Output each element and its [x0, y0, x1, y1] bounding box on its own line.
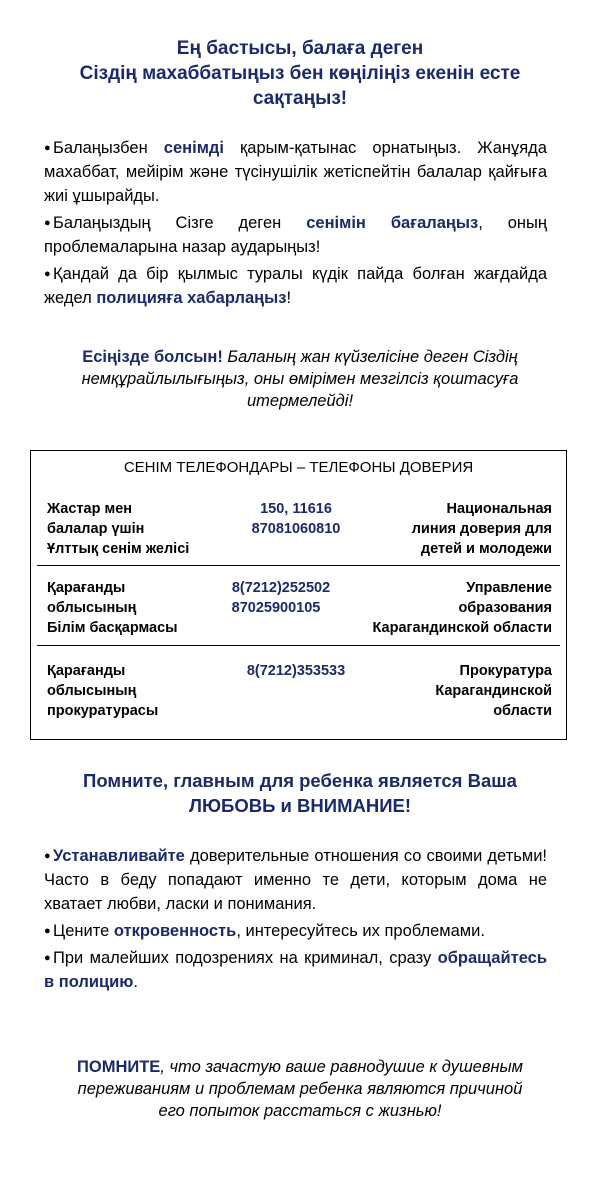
kazakh-heading-line: сақтаңыз! — [252, 88, 348, 109]
entry-ru-line: Карагандинской области — [372, 620, 552, 636]
kazakh-bullet-list — [44, 136, 547, 313]
bullet-icon: ● — [44, 268, 51, 280]
note-text: Баланың жан күйзелісіне деген Сіздің немқұрайлылығыңыз, оны өмірімен мезгілсіз қоштасуға итермелейді! — [81, 348, 519, 410]
bullet-icon: ● — [44, 142, 51, 154]
phone-number[interactable]: 87025900105 — [231, 600, 321, 616]
list-item — [44, 136, 547, 208]
bullet-highlight: откровенность — [113, 922, 237, 940]
entry-kk-line: Қарағанды — [47, 663, 126, 679]
entry-kk-line: прокуратурасы — [47, 703, 159, 719]
bullet-highlight: сенімді — [163, 139, 224, 157]
entry-ru-line: области — [493, 703, 552, 719]
entry-ru-line: Управление — [466, 580, 552, 596]
entry-kk-line: Ұлттық сенім желісі — [47, 541, 190, 557]
bullet-icon: ● — [44, 925, 51, 937]
entry-ru-line: детей и молодежи — [420, 541, 552, 557]
entry-ru-line: Национальная — [446, 501, 552, 517]
phone-number[interactable]: 8(7212)252502 — [231, 580, 331, 596]
bullet-text: Қандай да бір қылмыс туралы күдік пайда болған жағдайда жедел — [44, 265, 547, 307]
bullet-icon: ● — [44, 850, 51, 862]
entry-ru-line: линия доверия для — [411, 521, 552, 537]
hotline-title: СЕНІМ ТЕЛЕФОНДАРЫ – ТЕЛЕФОНЫ ДОВЕРИЯ — [123, 459, 474, 476]
bullet-text: Балаңызбен — [53, 139, 164, 157]
entry-kk-line: облысының — [47, 600, 137, 616]
note-lead: ПОМНИТЕ — [77, 1058, 161, 1076]
list-item — [44, 946, 547, 994]
divider — [37, 645, 560, 646]
bullet-icon: ● — [44, 217, 51, 229]
note-text: , что зачастую ваше равнодушие к душевным переживаниям и проблемам ребенка являются причиной его попыток расстаться с жизнью! — [77, 1058, 523, 1120]
russian-note — [70, 1056, 530, 1122]
note-lead: Есіңізде болсын! — [82, 348, 223, 366]
bullet-text: При малейших подозрениях на криминал, сразу — [53, 949, 438, 967]
bullet-text: Цените — [53, 922, 114, 940]
divider — [37, 565, 560, 566]
list-item — [44, 262, 547, 310]
bullet-text: . — [133, 973, 138, 991]
russian-heading — [40, 768, 560, 818]
bullet-text: ! — [286, 289, 292, 307]
russian-bullet-list — [44, 844, 547, 997]
phone-number[interactable]: 87081060810 — [251, 521, 341, 537]
entry-kk-line: Қарағанды — [47, 580, 126, 596]
list-item — [44, 211, 547, 259]
entry-kk-line: облысының — [47, 683, 137, 699]
entry-ru-line: Прокуратура — [459, 663, 552, 679]
entry-ru-line: образования — [458, 600, 552, 616]
kazakh-note — [40, 346, 560, 412]
bullet-text: , оның проблемаларына назар аударыңыз! — [44, 214, 548, 256]
bullet-highlight: Устанавливайте — [53, 847, 185, 865]
bullet-text: , интересуйтесь их проблемами. — [236, 922, 485, 940]
entry-kk-line: Жастар мен — [47, 501, 133, 517]
bullet-text: қарым-қатынас орнатыңыз. Жанұяда махаббат, мейірім және түсінушілік жетіспейтін балалар қайғыға жиі ұшырайды. — [44, 139, 547, 205]
russian-heading-line: Помните, главным для ребенка является Ваша — [83, 770, 517, 791]
entry-kk-line: Білім басқармасы — [47, 620, 178, 636]
russian-heading-line: ЛЮБОВЬ и ВНИМАНИЕ! — [189, 795, 411, 816]
bullet-text: Балаңыздың Сізге деген — [53, 214, 307, 232]
bullet-highlight: обращайтесь в полицию — [44, 949, 547, 991]
list-item — [44, 844, 547, 916]
bullet-icon: ● — [44, 952, 51, 964]
entry-ru-line: Карагандинской — [435, 683, 552, 699]
kazakh-heading-line: Сіздің махаббатыңыз бен көңіліңіз екенін есте — [79, 63, 521, 84]
phone-number[interactable]: 150, 11616 — [260, 501, 332, 517]
phone-number[interactable]: 8(7212)353533 — [246, 663, 346, 679]
bullet-highlight: сенімін бағалаңыз — [306, 214, 479, 232]
kazakh-heading — [40, 36, 560, 111]
list-item — [44, 919, 547, 943]
entry-kk-line: балалар үшін — [47, 521, 145, 537]
bullet-text: доверительные отношения со своими детьми! Часто в беду попадают именно те дети, которым дома не хватает любви, ласки и понимания. — [44, 847, 547, 913]
hotline-box — [30, 450, 567, 740]
bullet-highlight: полицияға хабарлаңыз — [96, 289, 287, 307]
kazakh-heading-line: Ең бастысы, балаға деген — [176, 38, 424, 59]
